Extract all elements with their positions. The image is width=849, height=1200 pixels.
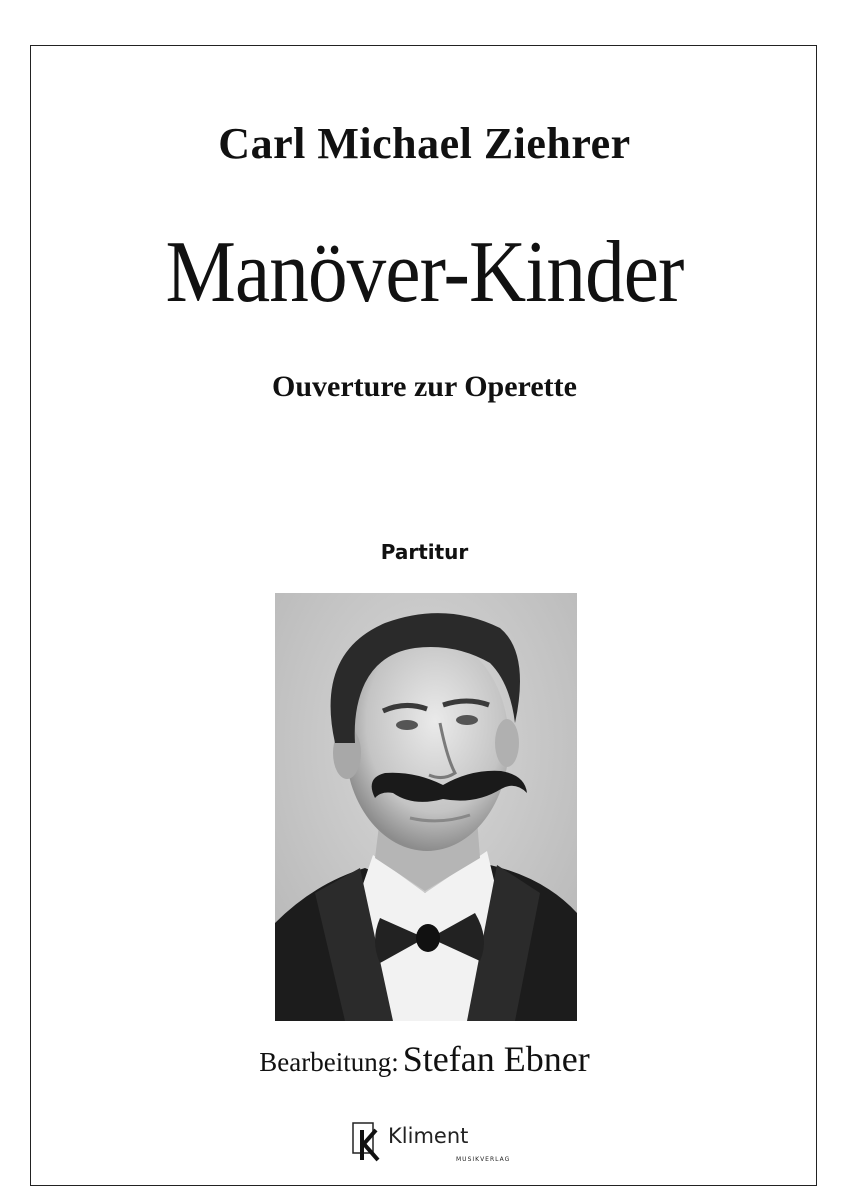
work-title: Manöver-Kinder bbox=[165, 224, 684, 321]
publisher-name: Kliment bbox=[388, 1124, 469, 1148]
work-subtitle: Ouverture zur Operette bbox=[272, 370, 577, 403]
arranger-credit bbox=[0, 1038, 849, 1080]
publisher-tagline: MUSIKVERLAG bbox=[456, 1156, 511, 1163]
composer-name: Carl Michael Ziehrer bbox=[218, 119, 631, 168]
composer-portrait bbox=[275, 593, 577, 1021]
score-type-label: Partitur bbox=[380, 540, 469, 564]
arranger-label: Bearbeitung: bbox=[259, 1047, 399, 1077]
arranger-name: Stefan Ebner bbox=[402, 1039, 590, 1079]
publisher-logo bbox=[352, 1120, 542, 1170]
kliment-logo-icon bbox=[352, 1122, 386, 1162]
